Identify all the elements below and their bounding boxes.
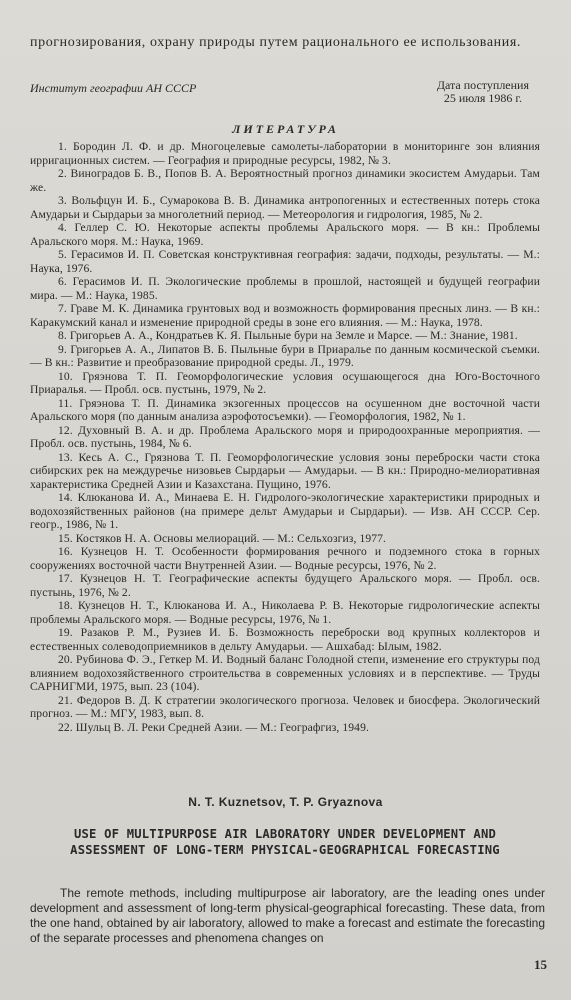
- reference-item: 8. Григорьев А. А., Кондратьев К. Я. Пыльные бури на Земле и Марсе. — М.: Знание, 1981.: [58, 329, 518, 342]
- reference-list: [30, 140, 540, 734]
- reference-item: 13. Кесь А. С., Грязнова Т. П. Геоморфологические условия зоны переброски части стока сибирских рек на междуречье низовьев Сырдарьи — Амударьи. — В кн.: Природно-мелиоративная характеристика Средней Азии и Казахстана. Пущино, 1976.: [30, 450, 540, 491]
- received-label: Дата поступления: [436, 78, 529, 92]
- reference-item: 11. Гряэнова Т. П. Динамика экзогенных процессов на осушенном дне восточной части Аральского моря (по данным анализа аэрофотосъемки). — Геоморфология, 1982, № 1.: [30, 396, 540, 423]
- reference-item: 22. Шульц В. Л. Реки Средней Азии. — М.: Географгиз, 1949.: [58, 720, 369, 734]
- english-abstract: The remote methods, including multipurpose air laboratory, are the leading ones under development and assessment of long-term physical-geographical forecasting. These data, from the one hand, obtained by air laboratory, allowed to make a forecast and estimate the forecasting of the separate processes and phenomena changes on: [30, 886, 545, 945]
- literature-heading: ЛИТЕРАТУРА: [232, 122, 339, 136]
- received-date: 25 июля 1986 г.: [443, 91, 522, 105]
- reference-item: 6. Герасимов И. П. Экологические проблемы в прошлой, настоящей и будущей географии мира. — М.: Наука, 1985.: [30, 275, 540, 302]
- intro-text: прогнозирования, охрану природы путем рационального ее использования.: [30, 35, 521, 50]
- english-authors: N. T. Kuznetsov, T. P. Gryaznova: [188, 795, 383, 809]
- reference-item: 17. Кузнецов Н. Т. Географические аспекты будущего Аральского моря. — Пробл. осв. пустынь, 1976, № 2.: [30, 572, 540, 599]
- reference-item: 7. Граве М. К. Динамика грунтовых вод и возможность формирования пресных линз. — В кн.: Каракумский канал и изменение природной среды в зоне его влияния. — М.: Наука, 1978.: [30, 302, 540, 329]
- institute-affiliation: Институт географии АН СССР: [30, 81, 197, 95]
- reference-item: 4. Геллер С. Ю. Некоторые аспекты проблемы Аральского моря. — В кн.: Проблемы Аральского моря. М.: Наука, 1969.: [30, 221, 540, 248]
- reference-item: 9. Григорьев А. А., Липатов В. Б. Пыльные бури в Приаралье по данным космической съемки. — В кн.: Развитие и преобразование природной среды. Л., 1979.: [30, 342, 540, 369]
- reference-item: 14. Клюканова И. А., Минаева Е. Н. Гидролого-экологические характеристики природных и водохозяйственных районов (на примере дельт Амударьи и Сырдарьи). — Изв. АН СССР. Сер. геогр., 1986, № 1.: [30, 491, 540, 531]
- reference-item: 2. Виноградов Б. В., Попов В. А. Вероятностный прогноз динамики экосистем Амударьи. Там же.: [30, 167, 540, 194]
- reference-item: 5. Герасимов И. П. Советская конструктивная география: задачи, подходы, результаты. — М.: Наука, 1976.: [30, 248, 540, 275]
- reference-item: 12. Духовный В. А. и др. Проблема Аральского моря и природоохранные мероприятия. — Пробл. осв. пустынь, 1984, № 6.: [30, 423, 540, 450]
- received-date-block: [437, 79, 529, 105]
- reference-item: 10. Гряэнова Т. П. Геоморфологические условия осушающегося дна Юго-Восточного Приаралья. — Пробл. осв. пустынь, 1979, № 2.: [30, 369, 540, 396]
- reference-item: 19. Разаков Р. М., Рузиев И. Б. Возможность переброски вод крупных коллекторов и естественных солеводоприемников в дельту Амударьи. — Ашхабад: Ылым, 1982.: [30, 626, 540, 653]
- reference-item: 21. Федоров В. Д. К стратегии экологического прогноза. Человек и биосфера. Экологический прогноз. — М.: МГУ, 1983, вып. 8.: [30, 693, 540, 720]
- reference-item: 16. Кузнецов Н. Т. Особенности формирования речного и подземного стока в горных сооружениях восточной части Внутренней Азии. — Водные ресурсы, 1976, № 2.: [30, 545, 540, 572]
- reference-item: 18. Кузнецов Н. Т., Клюканова И. А., Николаева Р. В. Некоторые гидрологические аспекты проблемы Аральского моря. — Водные ресурсы, 1976, № 1.: [30, 599, 540, 626]
- reference-item: 3. Вольфцун И. Б., Сумарокова В. В. Динамика антропогенных и естественных потерь стока Амударьи и Сырдарьи за многолетний период. — Метеорология и гидрология, 1985, № 2.: [30, 194, 540, 221]
- reference-item: 1. Бородин Л. Ф. и др. Многоцелевые самолеты-лаборатории в мониторинге зон влияния ирригационных систем. — География и природные ресурсы, 1982, № 3.: [30, 140, 540, 167]
- reference-item: 15. Костяков Н. А. Основы мелиораций. — М.: Сельхозгиз, 1977.: [58, 531, 387, 545]
- page-number: 15: [534, 957, 547, 972]
- english-title: USE OF MULTIPURPOSE AIR LABORATORY UNDER DEVELOPMENT AND ASSESSMENT OF LONG-TERM PHYSICAL-GEOGRAPHICAL FORECASTING: [70, 827, 500, 857]
- reference-item: 20. Рубинова Ф. Э., Геткер М. И. Водный баланс Голодной степи, изменение его структуры под влиянием водохозяйственного строительства в современных условиях и в перспективе. — Труды САРНИГМИ, 1975, вып. 23 (104).: [30, 653, 540, 693]
